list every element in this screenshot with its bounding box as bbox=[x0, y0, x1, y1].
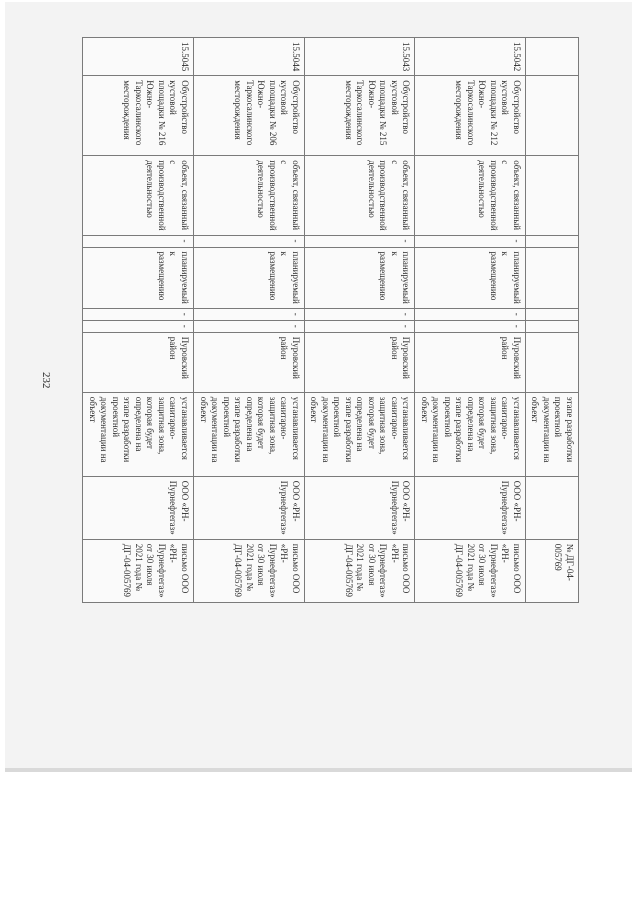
row-number: 15.5043 bbox=[305, 38, 416, 76]
dash-cell: - bbox=[415, 308, 526, 320]
object-name: Обустройство кустовой площадки № 215 Южно-Таркосалинского месторождения bbox=[305, 76, 416, 156]
zone-cell: устанавливается санитарно-защитная зона, которая будет определена на этапе разработки проектной документации на объект bbox=[415, 392, 526, 476]
table-row bbox=[83, 38, 194, 603]
row-number: 15.5044 bbox=[194, 38, 305, 76]
zone-cell: устанавливается санитарно-защитная зона, которая будет определена на этапе разработки проектной документации на объект bbox=[194, 392, 305, 476]
owner-cell: ООО «РН-Пурнефтегаз» bbox=[415, 476, 526, 539]
owner-cell: ООО «РН-Пурнефтегаз» bbox=[194, 476, 305, 539]
owner-cell: ООО «РН-Пурнефтегаз» bbox=[305, 476, 416, 539]
object-status: планируемый к размещению bbox=[194, 247, 305, 308]
dash-cell: - bbox=[194, 320, 305, 332]
object-type: объект, связанный с производственной деятельностью bbox=[194, 156, 305, 235]
object-status: планируемый к размещению bbox=[415, 247, 526, 308]
object-location: Пуровский район bbox=[83, 332, 194, 392]
letter-cell: письмо ООО «РН-Пурнефтегаз» от 30 июля 2021 года № ДГ-04-005769 bbox=[305, 539, 416, 602]
dash-cell: - bbox=[305, 308, 416, 320]
object-type: объект, связанный с производственной деятельностью bbox=[305, 156, 416, 235]
dash-cell: - bbox=[194, 308, 305, 320]
object-status: планируемый к размещению bbox=[83, 247, 194, 308]
owner-cell: ООО «РН-Пурнефтегаз» bbox=[83, 476, 194, 539]
dash-cell: - bbox=[415, 235, 526, 247]
letter-cell: письмо ООО «РН-Пурнефтегаз» от 30 июля 2021 года № ДГ-04-005769 bbox=[83, 539, 194, 602]
dash-cell: - bbox=[83, 320, 194, 332]
dash-cell: - bbox=[83, 308, 194, 320]
row-number: 15.5042 bbox=[415, 38, 526, 76]
zone-cell: устанавливается санитарно-защитная зона, которая будет определена на этапе разработки проектной документации на объект bbox=[83, 392, 194, 476]
object-location: Пуровский район bbox=[415, 332, 526, 392]
dash-cell: - bbox=[305, 320, 416, 332]
table-row bbox=[305, 38, 416, 603]
letter-cell: письмо ООО «РН-Пурнефтегаз» от 30 июля 2021 года № ДГ-04-005769 bbox=[415, 539, 526, 602]
rotated-page bbox=[0, 12, 617, 772]
dash-cell: - bbox=[83, 235, 194, 247]
page-number: 232 bbox=[40, 372, 52, 389]
object-status: планируемый к размещению bbox=[305, 247, 416, 308]
row-number: 15.5045 bbox=[83, 38, 194, 76]
object-name: Обустройство кустовой площадки № 206 Южно-Таркосалинского месторождения bbox=[194, 76, 305, 156]
dash-cell: - bbox=[194, 235, 305, 247]
object-type: объект, связанный с производственной деятельностью bbox=[415, 156, 526, 235]
objects-table bbox=[82, 37, 579, 603]
object-type: объект, связанный с производственной деятельностью bbox=[83, 156, 194, 235]
letter-cell: № ДГ-04-005769 bbox=[526, 539, 579, 602]
object-name: Обустройство кустовой площадки № 216 Южно-Таркосалинского месторождения bbox=[83, 76, 194, 156]
table-row bbox=[194, 38, 305, 603]
sheet-edge bbox=[5, 768, 632, 772]
letter-cell: письмо ООО «РН-Пурнефтегаз» от 30 июля 2021 года № ДГ-04-005769 bbox=[194, 539, 305, 602]
object-location: Пуровский район bbox=[305, 332, 416, 392]
object-location: Пуровский район bbox=[194, 332, 305, 392]
dash-cell: - bbox=[415, 320, 526, 332]
table-row bbox=[415, 38, 526, 603]
zone-cell: этапе разработки проектной документации на объект bbox=[526, 392, 579, 476]
zone-cell: устанавливается санитарно-защитная зона, которая будет определена на этапе разработки проектной документации на объект bbox=[305, 392, 416, 476]
dash-cell: - bbox=[305, 235, 416, 247]
object-name: Обустройство кустовой площадки № 212 Южно-Таркосалинского месторождения bbox=[415, 76, 526, 156]
document-sheet bbox=[5, 2, 632, 770]
table-row-continuation bbox=[526, 38, 579, 603]
